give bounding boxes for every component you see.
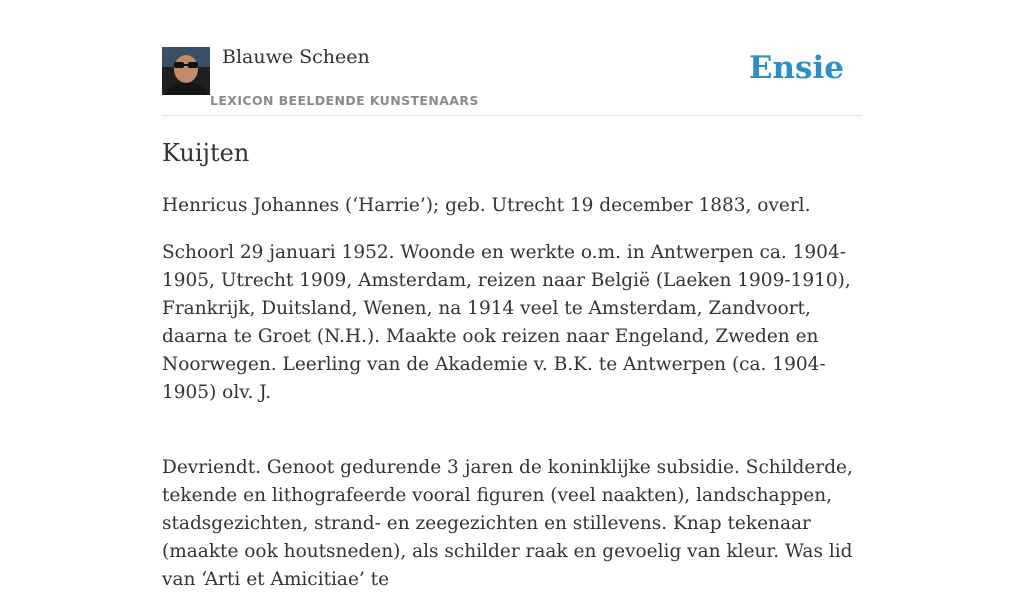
entry-title: Kuijten bbox=[162, 139, 250, 167]
entry-body bbox=[162, 192, 867, 613]
entry-paragraph: Schoorl 29 januari 1952. Woonde en werkte o.m. in Antwerpen ca. 1904-1905, Utrecht 1909, Amsterdam, reizen naar België (Laeken 1909-1910), Frankrijk, Duitsland, Wenen, na 1914 veel te Amsterdam, Zandvoort, daarna te Groet (N.H.). Maakte ook reizen naar Engeland, Zweden en Noorwegen. Leerling van de Akademie v. B.K. te Antwerpen (ca. 1904-1905) olv. J. bbox=[162, 242, 851, 403]
entry-paragraph: Henricus Johannes (‘Harrie’); geb. Utrecht 19 december 1883, overl. bbox=[162, 195, 811, 216]
category-label[interactable]: LEXICON BEELDENDE KUNSTENAARS bbox=[210, 93, 479, 108]
avatar-photo-icon bbox=[162, 47, 210, 95]
author-name[interactable]: Blauwe Scheen bbox=[222, 46, 370, 68]
header bbox=[162, 0, 862, 116]
site-logo[interactable]: Ensie bbox=[748, 50, 844, 86]
entry-paragraph: Devriendt. Genoot gedurende 3 jaren de koninklijke subsidie. Schilderde, tekende en lithografeerde vooral figuren (veel naakten), landschappen, stadsgezichten, strand- en zeegezichten en stillevens. Knap tekenaar (maakte ook houtsneden), als schilder raak en gevoelig van kleur. Was lid van ‘Arti et Amicitiae’ te bbox=[162, 457, 853, 590]
author-avatar[interactable] bbox=[162, 47, 210, 95]
